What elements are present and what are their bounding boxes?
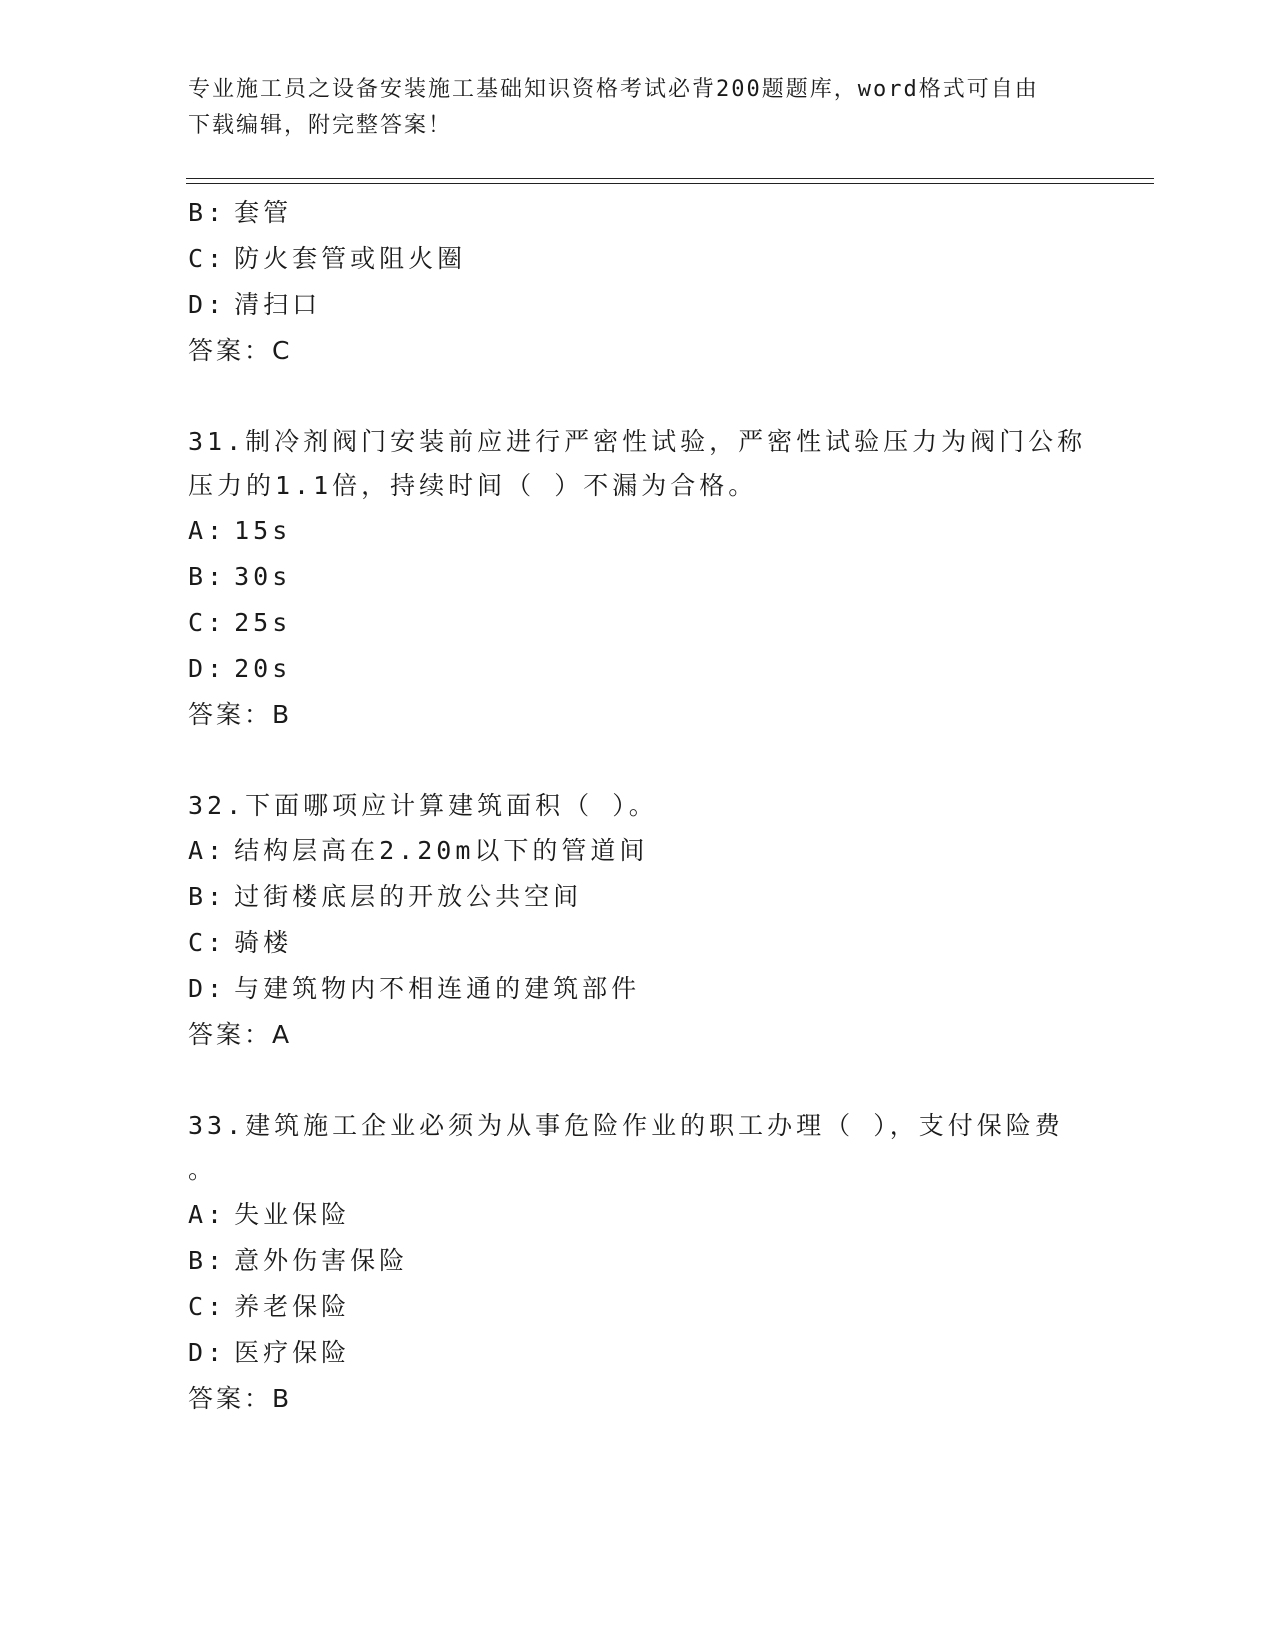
option-text: 清扫口: [234, 290, 322, 319]
option-label: D:: [188, 290, 227, 319]
spacer: [188, 738, 1088, 784]
option-text: 过街楼底层的开放公共空间: [234, 882, 583, 911]
option-text: 结构层高在2.20m以下的管道间: [234, 836, 649, 865]
option-c: [188, 1284, 1088, 1330]
option-text: 防火套管或阻火圈: [234, 244, 467, 273]
option-label: A:: [188, 516, 227, 545]
question-stem-line: 。: [188, 1155, 218, 1184]
option-label: B:: [188, 1246, 227, 1275]
question-33-block: [188, 1104, 1088, 1422]
header-divider-bottom: [186, 183, 1154, 184]
option-label: D:: [188, 1338, 227, 1367]
option-label: D:: [188, 974, 227, 1003]
question-stem-line: 32.下面哪项应计算建筑面积（ ）。: [188, 791, 658, 820]
option-text: 20s: [234, 654, 292, 683]
option-text: 意外伤害保险: [234, 1246, 409, 1275]
option-label: B:: [188, 562, 227, 591]
question-32-block: [188, 784, 1088, 1058]
answer-line: 答案：B: [188, 700, 293, 729]
answer-line: 答案：B: [188, 1384, 293, 1413]
option-label: B:: [188, 198, 227, 227]
option-label: C:: [188, 608, 227, 637]
header-divider-top: [186, 178, 1154, 179]
option-text: 15s: [234, 516, 292, 545]
option-text: 套管: [234, 198, 293, 227]
question-31-block: [188, 420, 1088, 738]
option-b: [188, 190, 1088, 236]
option-text: 25s: [234, 608, 292, 637]
document-header: [188, 72, 1068, 144]
option-text: 30s: [234, 562, 292, 591]
option-text: 医疗保险: [234, 1338, 351, 1367]
option-a: [188, 508, 1088, 554]
header-title-line-2: 下载编辑，附完整答案！: [188, 113, 453, 138]
option-text: 失业保险: [234, 1200, 351, 1229]
prev-question-block: [188, 190, 1088, 374]
option-c: [188, 920, 1088, 966]
option-b: [188, 1238, 1088, 1284]
option-label: A:: [188, 1200, 227, 1229]
option-label: C:: [188, 244, 227, 273]
option-text: 与建筑物内不相连通的建筑部件: [234, 974, 641, 1003]
option-label: D:: [188, 654, 227, 683]
option-text: 骑楼: [234, 928, 293, 957]
spacer: [188, 374, 1088, 420]
answer-line: 答案：C: [188, 336, 293, 365]
option-c: [188, 600, 1088, 646]
header-title-line-1: 专业施工员之设备安装施工基础知识资格考试必背200题题库，word格式可自由: [188, 77, 1039, 102]
answer-line: 答案：A: [188, 1020, 293, 1049]
option-a: [188, 1192, 1088, 1238]
question-stem-line: 压力的1.1倍，持续时间（ ）不漏为合格。: [188, 471, 758, 500]
option-d: [188, 646, 1088, 692]
option-d: [188, 282, 1088, 328]
option-label: C:: [188, 1292, 227, 1321]
option-label: C:: [188, 928, 227, 957]
question-stem-line: 33.建筑施工企业必须为从事危险作业的职工办理（ ），支付保险费: [188, 1111, 1064, 1140]
option-b: [188, 874, 1088, 920]
option-d: [188, 1330, 1088, 1376]
question-list: [188, 190, 1088, 1422]
option-d: [188, 966, 1088, 1012]
option-label: B:: [188, 882, 227, 911]
spacer: [188, 1058, 1088, 1104]
option-b: [188, 554, 1088, 600]
option-label: A:: [188, 836, 227, 865]
option-c: [188, 236, 1088, 282]
option-a: [188, 828, 1088, 874]
question-stem-line: 31.制冷剂阀门安装前应进行严密性试验，严密性试验压力为阀门公称: [188, 427, 1087, 456]
option-text: 养老保险: [234, 1292, 351, 1321]
